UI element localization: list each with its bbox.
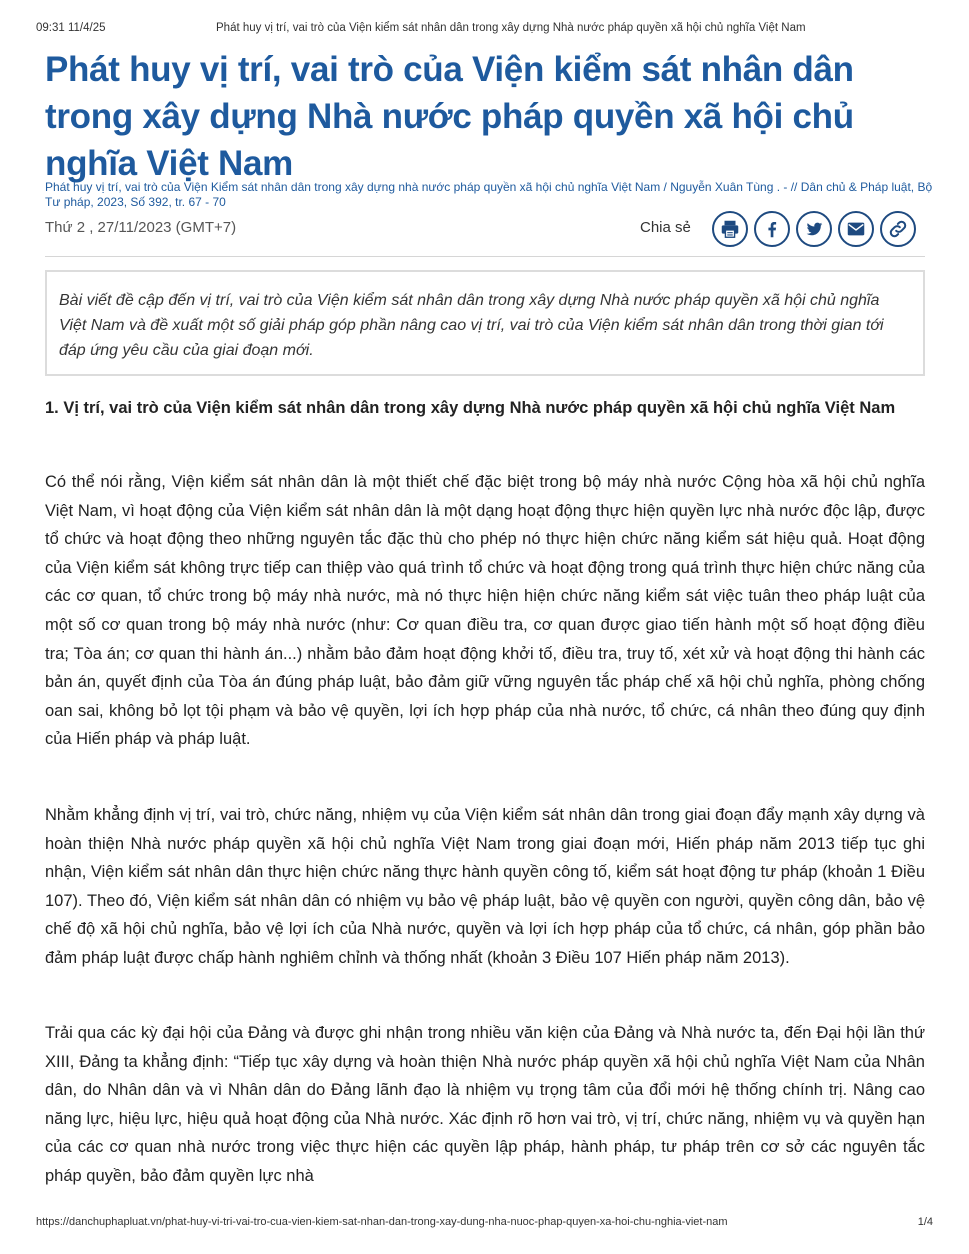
twitter-share-button[interactable] <box>796 211 832 247</box>
share-label: Chia sẻ <box>640 219 691 236</box>
body-paragraph: Có thể nói rằng, Viện kiểm sát nhân dân là một thiết chế đặc biệt trong bộ máy nhà nước Cộng hòa xã hội chủ nghĩa Việt Nam, vì hoạt động của Viện kiểm sát nhân dân là một dạng hoạt động thực hiện quyền lực nhà nước độc lập, được tổ chức và hoạt động theo những nguyên tắc đặc thù cho phép nó thực hiện chức năng kiểm sát hiệu quả. Hoạt động của Viện kiểm sát không trực tiếp can thiệp vào quá trình tổ chức và hoạt động trong quá trình thực hiện chức năng của các cơ quan, tổ chức trong bộ máy nhà nước, mà nó thực hiện hiện chức năng kiểm sát việc tuân theo pháp luật của một số cơ quan trong bộ máy nhà nước (như: Cơ quan điều tra, cơ quan được giao tiến hành một số hoạt động điều tra; Tòa án; cơ quan thi hành án...) nhằm bảo đảm hoạt động khởi tố, điều tra, truy tố, xét xử và hoạt động thi hành các bản án, quyết định của Tòa án đúng pháp luật, bảo đảm giữ vững nguyên tắc pháp chế xã hội chủ nghĩa, phòng chống oan sai, không bỏ lọt tội phạm và bảo vệ quyền, lợi ích hợp pháp của nhà nước, tổ chức, cá nhân theo đúng quy định của Hiến pháp và pháp luật. <box>45 473 925 749</box>
body-paragraph: Trải qua các kỳ đại hội của Đảng và được ghi nhận trong nhiều văn kiện của Đảng và Nhà nước ta, đến Đại hội lần thứ XIII, Đảng ta khẳng định: “Tiếp tục xây dựng và hoàn thiện Nhà nước pháp quyền xã hội chủ nghĩa Việt Nam của Nhân dân, do Nhân dân và vì Nhân dân do Đảng lãnh đạo là nhiệm vụ trọng tâm của đổi mới hệ thống chính trị. Nâng cao năng lực, hiệu lực, hiệu quả hoạt động của Nhà nước. Xác định rõ hơn vai trò, vị trí, chức năng, nhiệm vụ và quyền hạn của các cơ quan nhà nước trong việc thực hiện các quyền lập pháp, hành pháp, tư pháp trên cơ sở các nguyên tắc pháp quyền, bảo đảm quyền lực nhà <box>45 1024 925 1185</box>
print-url: https://danchuphapluat.vn/phat-huy-vi-tri-vai-tro-cua-vien-kiem-sat-nhan-dan-trong-xay-dung-nha-nuoc-phap-quyen-xa-hoi-chu-nghia-viet-nam <box>36 1216 728 1228</box>
twitter-icon <box>803 218 825 240</box>
publish-date: Thứ 2 , 27/11/2023 (GMT+7) <box>45 219 237 236</box>
meta-divider <box>45 256 925 257</box>
article-summary: Bài viết đề cập đến vị trí, vai trò của Viện kiểm sát nhân dân trong xây dựng Nhà nước pháp quyền xã hội chủ nghĩa Việt Nam và đề xuất một số giải pháp góp phần nâng cao vị trí, vai trò của Viện kiểm sát nhân dân trong thời gian tới đáp ứng yêu cầu của giai đoạn mới. <box>59 292 884 359</box>
article-summary-box <box>45 270 925 376</box>
facebook-share-button[interactable] <box>754 211 790 247</box>
print-doc-title: Phát huy vị trí, vai trò của Viện kiểm sát nhân dân trong xây dựng Nhà nước pháp quyền xã hội chủ nghĩa Việt Nam <box>216 22 806 34</box>
article-meta-row <box>45 210 925 250</box>
printer-icon <box>719 218 741 240</box>
citation-link[interactable]: Phát huy vị trí, vai trò của Viện Kiểm sát nhân dân trong xây dựng nhà nước pháp quyền xã hội chủ nghĩa Việt Nam / Nguyễn Xuân Tùng . - // Dân chủ & Pháp luật, Bộ Tư pháp, 2023, Số 392, tr. 67 - 70 <box>45 180 933 209</box>
print-button[interactable] <box>712 211 748 247</box>
email-share-button[interactable] <box>838 211 874 247</box>
copy-link-button[interactable] <box>880 211 916 247</box>
print-timestamp: 09:31 11/4/25 <box>36 22 106 34</box>
email-icon <box>845 218 867 240</box>
section-heading: 1. Vị trí, vai trò của Viện kiểm sát nhân dân trong xây dựng Nhà nước pháp quyền xã hội chủ nghĩa Việt Nam <box>45 399 896 417</box>
link-icon <box>887 218 909 240</box>
facebook-icon <box>761 218 783 240</box>
page-number: 1/4 <box>917 1216 933 1228</box>
article-headline: Phát huy vị trí, vai trò của Viện kiểm sát nhân dân trong xây dựng Nhà nước pháp quyền xã hội chủ nghĩa Việt Nam <box>45 50 854 183</box>
print-footer <box>36 1216 933 1232</box>
body-paragraph: Nhằm khẳng định vị trí, vai trò, chức năng, nhiệm vụ của Viện kiểm sát nhân dân trong giai đoạn đẩy mạnh xây dựng và hoàn thiện Nhà nước pháp quyền xã hội chủ nghĩa Việt Nam trong giai đoạn mới, Hiến pháp năm 2013 tiếp tục ghi nhận, Viện kiểm sát nhân dân thực hiện chức năng thực hành quyền công tố, kiểm sát hoạt động tư pháp (khoản 1 Điều 107). Theo đó, Viện kiểm sát nhân dân có nhiệm vụ bảo vệ pháp luật, bảo vệ quyền con người, quyền công dân, bảo vệ chế độ xã hội chủ nghĩa, bảo vệ lợi ích của Nhà nước, quyền và lợi ích hợp pháp của tổ chức, cá nhân, góp phần bảo đảm pháp luật được chấp hành nghiêm chỉnh và thống nhất (khoản 3 Điều 107 Hiến pháp năm 2013). <box>45 806 925 967</box>
print-header <box>36 22 933 38</box>
